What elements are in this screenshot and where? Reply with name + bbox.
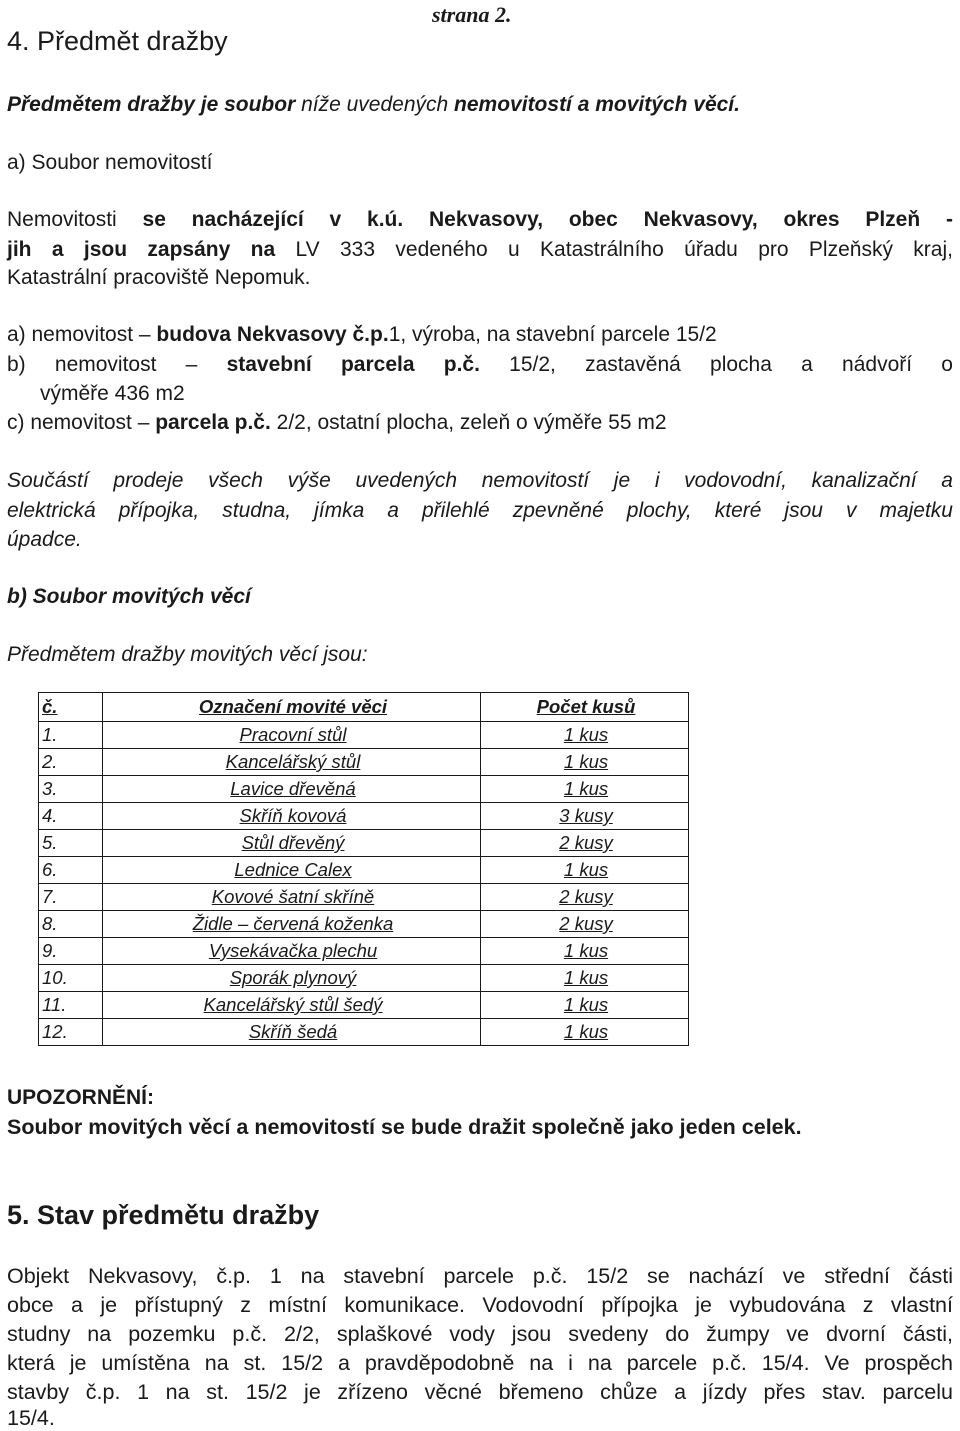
table-row <box>39 830 689 857</box>
row-number: 12. <box>39 1019 103 1046</box>
row-item-name: Židle – červená koženka <box>103 911 481 938</box>
row-number: 10. <box>39 965 103 992</box>
location-line-1-a: Nemovitosti <box>7 208 117 231</box>
section-5-heading: 5. Stav předmětu dražby <box>7 1200 320 1230</box>
header-number: č. <box>39 693 103 722</box>
parts-line-2: elektrická přípojka, studna, jímka a přilehlé zpevněné plochy, které jsou v majetku <box>7 499 953 522</box>
location-line-2 <box>7 238 953 262</box>
table-row <box>39 803 689 830</box>
table-row <box>39 938 689 965</box>
real-estate-item-b-line-2: výměře 436 m2 <box>40 382 185 405</box>
row-item-name: Skříň šedá <box>103 1019 481 1046</box>
row-number: 9. <box>39 938 103 965</box>
intro-lead: Předmětem dražby je soubor <box>7 93 296 116</box>
state-line-1: Objekt Nekvasovy, č.p. 1 na stavební parcele p.č. 15/2 se nachází ve střední části <box>7 1264 953 1288</box>
table-row <box>39 992 689 1019</box>
row-quantity: 1 kus <box>481 938 689 965</box>
row-number: 5. <box>39 830 103 857</box>
state-line-4: která je umístěna na st. 15/2 a pravděpodobně na i na parcele p.č. 15/4. Ve prospěch <box>7 1351 953 1375</box>
item-c-bold: parcela p.č. <box>155 411 271 434</box>
parts-line-3: úpadce. <box>7 528 82 551</box>
row-number: 1. <box>39 722 103 749</box>
item-a-bold: budova Nekvasovy č.p. <box>156 323 389 346</box>
table-row <box>39 965 689 992</box>
notice-text: Soubor movitých věcí a nemovitostí se bude dražit společně jako jeden celek. <box>7 1115 802 1139</box>
subheading-b: b) Soubor movitých věcí <box>7 585 251 608</box>
movables-table <box>38 692 689 1046</box>
row-number: 2. <box>39 749 103 776</box>
row-number: 4. <box>39 803 103 830</box>
table-header-row <box>39 693 689 722</box>
row-quantity: 1 kus <box>481 722 689 749</box>
location-line-2-a: jih a jsou zapsány na <box>7 238 276 261</box>
location-line-1-b: se nacházející v k.ú. Nekvasovy, obec Nekvasovy, okres Plzeň - <box>142 208 953 231</box>
intro-rest: níže uvedených <box>301 93 449 116</box>
real-estate-item-a <box>7 323 717 347</box>
row-quantity: 2 kusy <box>481 911 689 938</box>
table-row <box>39 749 689 776</box>
state-line-6: 15/4. <box>7 1406 55 1430</box>
row-quantity: 3 kusy <box>481 803 689 830</box>
header-item-name: Označení movité věci <box>103 693 481 722</box>
row-item-name: Pracovní stůl <box>103 722 481 749</box>
item-a-rest: 1, výroba, na stavební parcele 15/2 <box>388 323 717 346</box>
row-quantity: 2 kusy <box>481 830 689 857</box>
row-number: 8. <box>39 911 103 938</box>
item-c-rest: 2/2, ostatní plocha, zeleň o výměře 55 m2 <box>276 411 667 434</box>
row-item-name: Lednice Calex <box>103 857 481 884</box>
table-row <box>39 911 689 938</box>
row-item-name: Stůl dřevěný <box>103 830 481 857</box>
row-item-name: Kovové šatní skříně <box>103 884 481 911</box>
parts-line-1: Součástí prodeje všech výše uvedených nemovitostí je i vodovodní, kanalizační a <box>7 469 953 492</box>
table-row <box>39 884 689 911</box>
row-item-name: Sporák plynový <box>103 965 481 992</box>
table-body <box>39 722 689 1046</box>
row-item-name: Kancelářský stůl šedý <box>103 992 481 1019</box>
row-number: 6. <box>39 857 103 884</box>
location-line-3: Katastrální pracoviště Nepomuk. <box>7 266 311 289</box>
row-item-name: Skříň kovová <box>103 803 481 830</box>
movables-intro: Předmětem dražby movitých věcí jsou: <box>7 643 368 666</box>
row-quantity: 1 kus <box>481 776 689 803</box>
table-row <box>39 722 689 749</box>
item-b-rest: 15/2, zastavěná plocha a nádvoří o <box>509 353 953 376</box>
row-number: 11. <box>39 992 103 1019</box>
location-line-1 <box>7 208 953 232</box>
row-quantity: 1 kus <box>481 992 689 1019</box>
state-line-5: stavby č.p. 1 na st. 15/2 je zřízeno věcné břemeno chůze a jízdy přes stav. parcelu <box>7 1380 953 1404</box>
intro-line <box>7 93 740 117</box>
real-estate-item-c <box>7 411 667 435</box>
section-4-heading: 4. Předmět dražby <box>7 26 228 56</box>
subheading-a: a) Soubor nemovitostí <box>7 151 213 174</box>
intro-tail: nemovitostí a movitých věcí. <box>454 93 740 116</box>
row-quantity: 1 kus <box>481 749 689 776</box>
row-quantity: 2 kusy <box>481 884 689 911</box>
page-number: strana 2. <box>432 2 512 27</box>
row-item-name: Lavice dřevěná <box>103 776 481 803</box>
table-row <box>39 776 689 803</box>
real-estate-item-b <box>7 353 953 377</box>
row-item-name: Vysekávačka plechu <box>103 938 481 965</box>
row-number: 3. <box>39 776 103 803</box>
item-b-prefix: b) nemovitost – <box>7 353 198 376</box>
item-a-prefix: a) nemovitost – <box>7 323 151 346</box>
notice-title: UPOZORNĚNÍ: <box>7 1086 154 1109</box>
row-number: 7. <box>39 884 103 911</box>
row-item-name: Kancelářský stůl <box>103 749 481 776</box>
table-row <box>39 1019 689 1046</box>
state-line-2: obce a je přístupný z místní komunikace. Vodovodní přípojka je vybudována z vlastní <box>7 1293 953 1317</box>
table-row <box>39 857 689 884</box>
row-quantity: 1 kus <box>481 965 689 992</box>
state-line-3: studny na pozemku p.č. 2/2, splaškové vody jsou svedeny do žumpy ve dvorní části, <box>7 1322 953 1346</box>
row-quantity: 1 kus <box>481 857 689 884</box>
item-c-prefix: c) nemovitost – <box>7 411 150 434</box>
location-line-2-b: LV 333 vedeného u Katastrálního úřadu pro Plzeňský kraj, <box>295 238 953 261</box>
header-quantity: Počet kusů <box>481 693 689 722</box>
item-b-bold: stavební parcela p.č. <box>226 353 480 376</box>
row-quantity: 1 kus <box>481 1019 689 1046</box>
